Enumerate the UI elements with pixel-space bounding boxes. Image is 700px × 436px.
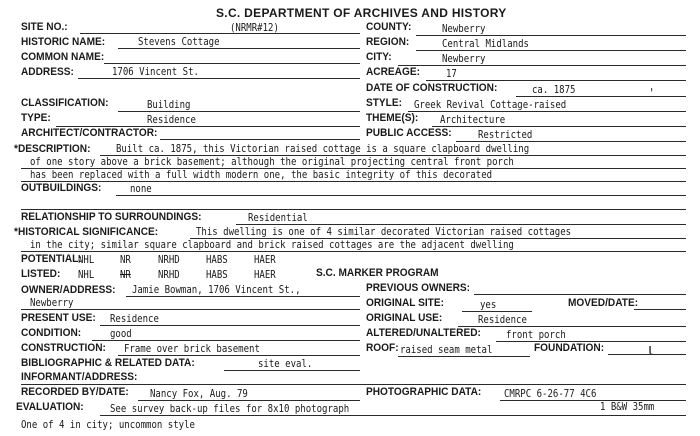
- roof-value: raised seam metal: [400, 344, 493, 356]
- altered-label: ALTERED/UNALTERED:: [366, 327, 481, 339]
- style-value: Greek Revival Cottage-raised: [414, 99, 567, 111]
- public-access-value: Restricted: [478, 129, 533, 141]
- relationship-label-2: RELATIONSHIP TO SURROUNDINGS:: [21, 211, 202, 223]
- acreage-value: 17: [446, 68, 457, 80]
- address-label: ADDRESS:: [21, 66, 74, 78]
- relationship-value: Residential: [248, 212, 308, 224]
- original-use-label: ORIGINAL USE:: [366, 312, 443, 324]
- marker-program-label: S.C. MARKER PROGRAM: [316, 267, 439, 279]
- margin-scribble: ɩ: [648, 340, 654, 359]
- original-site-line: [462, 311, 532, 312]
- original-site-value: yes: [480, 299, 497, 311]
- type-value: Residence: [147, 114, 196, 126]
- potential-habs: HABS: [206, 254, 228, 266]
- present-use-label: PRESENT USE:: [21, 312, 96, 324]
- architect-label: ARCHITECT/CONTRACTOR:: [21, 127, 158, 139]
- date-construction-label: DATE OF CONSTRUCTION:: [366, 82, 498, 94]
- date-construction-line: [516, 96, 686, 97]
- public-access-line: [456, 141, 686, 142]
- listed-nhl: NHL: [78, 269, 95, 281]
- photo-detail-value: 1 B&W 35mm: [600, 401, 655, 413]
- owner-city-line: [21, 309, 360, 310]
- condition-line: [92, 340, 360, 341]
- classification-label: CLASSIFICATION:: [21, 97, 109, 109]
- outbuildings-value: none: [130, 183, 152, 195]
- description-label: *DESCRIPTION:: [14, 143, 91, 155]
- historic-name-label: HISTORIC NAME:: [21, 36, 106, 48]
- condition-label: CONDITION:: [21, 327, 82, 339]
- present-use-line: [100, 325, 360, 326]
- informant-line: [21, 384, 686, 385]
- condition-value: good: [110, 328, 132, 340]
- previous-owners-line: [474, 294, 686, 295]
- common-name-line: [104, 63, 360, 64]
- significance-rule-2: [21, 251, 686, 252]
- site-no-line: [80, 33, 360, 34]
- acreage-label: ACREAGE:: [366, 66, 420, 78]
- roof-label: ROOF:: [366, 342, 399, 354]
- city-line: [398, 65, 686, 66]
- address-value: 1706 Vincent St.: [112, 66, 199, 78]
- classification-line: [118, 111, 360, 112]
- potential-nr: NR: [120, 254, 131, 266]
- previous-owners-label: PREVIOUS OWNERS:: [366, 282, 471, 294]
- historic-name-value: Stevens Cottage: [138, 36, 220, 48]
- significance-line-1: This dwelling is one of 4 similar decorated Victorian raised cottages: [196, 226, 572, 238]
- outbuildings-label: OUTBUILDINGS:: [21, 182, 102, 194]
- potential-nhl: NHL: [78, 254, 95, 266]
- significance-label: *HISTORICAL SIGNIFICANCE:: [14, 226, 159, 238]
- photographic-data-value: CMRPC 6-26-77 4C6: [504, 388, 597, 400]
- original-use-line: [458, 326, 686, 327]
- evaluation-line: [100, 415, 686, 416]
- foundation-line: [608, 354, 686, 355]
- style-label: STYLE:: [366, 97, 402, 109]
- separator-rule: [21, 209, 686, 210]
- evaluation-note: One of 4 in city; uncommon style: [21, 419, 195, 431]
- photographic-data-label: PHOTOGRAPHIC DATA:: [366, 386, 482, 398]
- themes-value: Architecture: [440, 114, 506, 126]
- date-construction-value: ca. 1875: [532, 84, 576, 96]
- region-line: [416, 50, 686, 51]
- potential-label: POTENTIAL:: [21, 253, 82, 265]
- original-site-label: ORIGINAL SITE:: [366, 297, 444, 309]
- margin-tick: ': [650, 86, 654, 100]
- outbuildings-line: [116, 195, 686, 196]
- owner-address-value: Jamie Bowman, 1706 Vincent St.,: [132, 284, 301, 296]
- themes-line: [432, 126, 686, 127]
- architect-line: [160, 139, 360, 140]
- recorded-by-label: RECORDED BY/DATE:: [21, 386, 129, 398]
- listed-habs: HABS: [206, 269, 228, 281]
- relationship-line: [236, 224, 686, 225]
- common-name-label: COMMON NAME:: [21, 51, 105, 63]
- owner-city-value: Newberry: [30, 297, 74, 309]
- construction-line: [118, 355, 360, 356]
- construction-value: Frame over brick basement: [124, 343, 260, 355]
- evaluation-label: EVALUATION:: [16, 401, 84, 413]
- foundation-label: FOUNDATION:: [534, 342, 605, 354]
- listed-nrhd: NRHD: [158, 269, 180, 281]
- description-line-2: of one story above a brick basement; although the original projecting central front porch: [30, 156, 514, 168]
- region-value: Central Midlands: [442, 38, 529, 50]
- recorded-by-line: [138, 400, 360, 401]
- photographic-data-line: [500, 400, 686, 401]
- listed-label: LISTED:: [21, 268, 61, 280]
- listed-haer: HAER: [254, 269, 276, 281]
- moved-date-line: [634, 309, 686, 310]
- classification-value: Building: [147, 99, 191, 111]
- county-value: Newberry: [442, 23, 486, 35]
- acreage-line: [426, 80, 686, 81]
- region-label: REGION:: [366, 36, 410, 48]
- themes-label: THEME(S):: [366, 112, 419, 124]
- bibliographic-value: site eval.: [258, 358, 313, 370]
- recorded-by-value: Nancy Fox, Aug. 79: [150, 388, 248, 400]
- bibliographic-label: BIBLIOGRAPHIC & RELATED DATA:: [21, 357, 195, 369]
- description-line-1: Built ca. 1875, this Victorian raised cottage is a square clapboard dwelling: [116, 143, 530, 155]
- description-rule-3: [21, 181, 686, 182]
- form-title: S.C. DEPARTMENT OF ARCHIVES AND HISTORY: [216, 6, 507, 20]
- listed-nr: NR: [120, 269, 131, 281]
- city-value: Newberry: [442, 53, 486, 65]
- significance-line-2: in the city; similar square clapboard and brick raised cottages are the adjacent dwelling: [30, 239, 514, 251]
- city-label: CITY:: [366, 51, 392, 63]
- owner-address-label: OWNER/ADDRESS:: [21, 284, 116, 296]
- county-line: [416, 35, 686, 36]
- altered-value: front porch: [506, 329, 566, 341]
- address-line: [78, 78, 360, 79]
- historic-name-line: [118, 48, 360, 49]
- type-label: TYPE:: [21, 112, 51, 124]
- bibliographic-line: [224, 370, 360, 371]
- construction-label: CONSTRUCTION:: [21, 342, 106, 354]
- style-line: [408, 111, 686, 112]
- county-label: COUNTY:: [366, 21, 412, 33]
- evaluation-value: See survey back-up files for 8x10 photograph: [110, 403, 350, 415]
- nrmr-number: (NRMR#12): [230, 22, 279, 34]
- informant-label: INFORMANT/ADDRESS:: [21, 371, 138, 383]
- description-line-3: has been replaced with a full width modern one, the basic integrity of this decorated: [30, 169, 493, 181]
- potential-nrhd: NRHD: [158, 254, 180, 266]
- potential-haer: HAER: [254, 254, 276, 266]
- roof-line: [398, 356, 530, 357]
- owner-address-line: [126, 296, 360, 297]
- public-access-label: PUBLIC ACCESS:: [366, 127, 452, 139]
- present-use-value: Residence: [110, 313, 159, 325]
- moved-date-label: MOVED/DATE:: [568, 297, 639, 309]
- site-no-label: SITE NO.:: [21, 21, 68, 33]
- original-use-value: Residence: [478, 314, 527, 326]
